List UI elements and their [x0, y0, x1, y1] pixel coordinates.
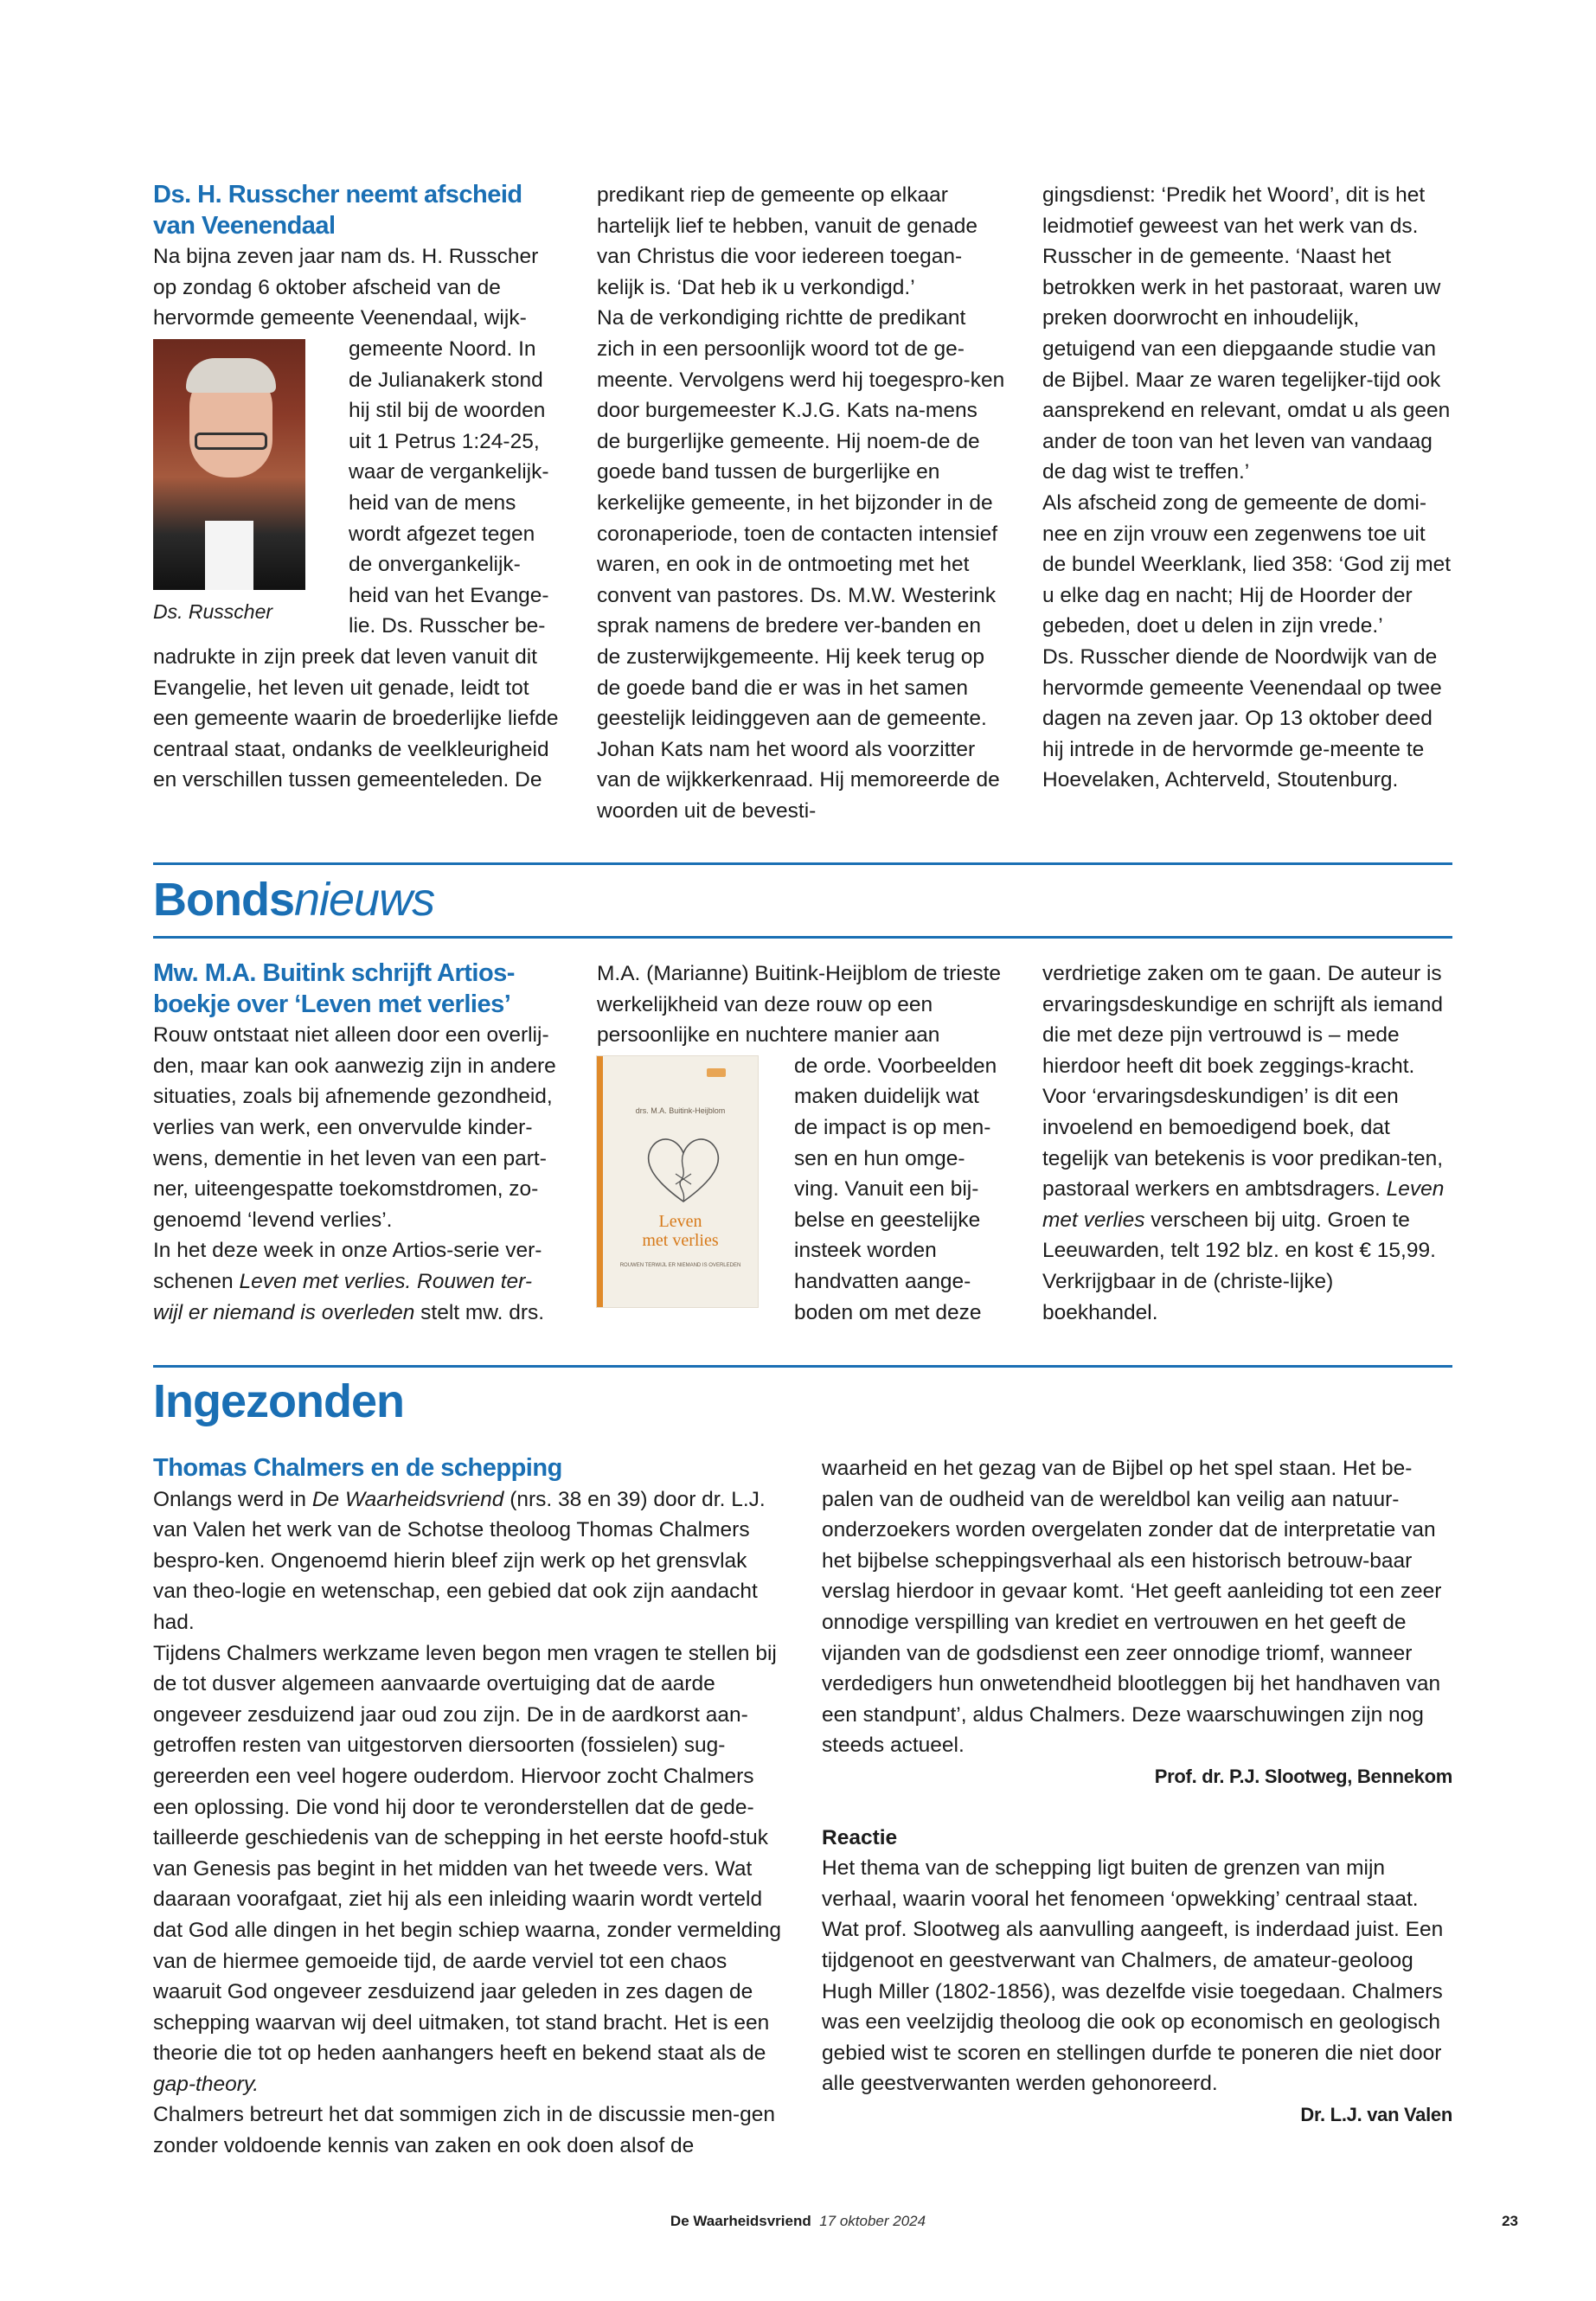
bondsnieuws-heading	[153, 872, 434, 927]
article3-p2-text: Tijdens Chalmers werkzame leven begon men vragen te stellen bij de tot dusver algemeen aanvaarde overtuiging dat de aarde ongeveer zesduizend jaar oud zou zijn. De in de aardkorst aan-getroffen resten van uitgestorven diersoorten (fossielen) sug-gereerden een veel hogere ouderdom. Hiervoor zocht Chalmers een oplossing. Die vond hij door te veronderstellen dat de gede-tailleerde geschiedenis van de schepping in het eerste hoofd-stuk van Genesis pas begint in het midden van het tweede vers. Wat daaraan voorafgaat, ziet hij als een inleiding waarin wordt verteld dat God alle dingen in het begin schiep waarna, zonder vermelding van de hiermee gemoeide tijd, de aarde verviel tot een chaos waaruit God ongeveer zesduizend jaar geleden in zes dagen de schepping waarvan wij deel uitmaken, tot stand bracht. Het is een theorie die tot op heden aanhangers heeft en bekend staat als de	[153, 1641, 781, 2066]
section-divider-bottom	[153, 936, 1452, 939]
article1-col1-lead: Na bijna zeven jaar nam ds. H. Russcher op zondag 6 oktober afscheid van de hervormde gemeente Veenendaal, wijk-	[153, 245, 539, 330]
book-title-italic: Leven met verlies. Rouwen ter-wijl er niemand is overleden	[153, 1269, 533, 1324]
gap-theory-italic: gap-theory.	[153, 2072, 260, 2096]
article1-column1	[153, 180, 560, 796]
article2-column2	[597, 958, 1005, 1343]
article1-col3-p2: Als afscheid zong de gemeente de domi-nee en zijn vrouw een zegenwens toe uit de bundel Weerklank, lied 358: ‘God zij met u elke dag en nacht; Hij de Hoorder der gebeden, doet u delen in zijn vrede.’	[1042, 490, 1452, 638]
article2-col3-text: verdrietige zaken om te gaan. De auteur is ervaringsdeskundige en schrijft als iemand die met deze pijn vertrouwd is – mede hierdoor heeft dit boek zeggings-kracht. Voor ‘ervaringsdeskundigen’ is dit een invoelend en bemoedigend boek, dat tegelijk van betekenis is voor predikan-ten, pastoraal werkers en ambtsdragers.	[1042, 962, 1444, 1202]
article2-col3	[1042, 958, 1452, 1328]
article2-col1-p2	[153, 1235, 561, 1328]
article1-col3-p1: gingsdienst: ‘Predik het Woord’, dit is het leidmotief geweest van het werk van ds. Russcher in de gemeente. ‘Naast het betrokken werk in het pastoraat, waren uw preken doorwrocht en inhoudelijk, getuigend van een diepgaande studie van de Bijbel. Maar ze waren tegelijker-tijd ook aansprekend en relevant, omdat u als geen ander de toon van het leven van vandaag de dag wist te treffen.’	[1042, 183, 1451, 484]
article3-title: Thomas Chalmers en de schepping	[153, 1454, 562, 1482]
article1-col2-p2: Na de verkondiging richtte de predikant zich in een persoonlijk woord tot de ge-meente. Vervolgens werd hij toegespro-ken door burgemeester K.J.G. Kats na-mens de burgerlijke gemeente. Hij noem-de de goede band tussen de burgerlijke en kerkelijke gemeente, in het bijzonder in de coronaperiode, toen de contacten intensief waren, en ook in de ontmoeting met het convent van pastores. Ds. M.W. Westerink sprak namens de bredere ver-banden en de zusterwijkgemeente. Hij keek terug op de goede band die er was in het samen geestelijk leidinggeven aan de gemeente. Johan Kats nam het woord als voorzitter van de wijkkerkenraad. Hij memoreerde de woorden uit de bevesti-	[597, 306, 1005, 823]
signature-slootweg: Prof. dr. P.J. Slootweg, Bennekom	[1154, 1765, 1452, 1787]
article3-column2	[822, 1453, 1452, 2130]
article3-col1-p1	[153, 1484, 785, 1638]
book-title	[603, 1212, 758, 1250]
article3-p1-end: (nrs. 38 en 39) door dr. L.J. van Valen het werk van de Schotse theoloog Thomas Chalmers bespro-ken. Ongenoemd hierin bleef zijn werk op het grensvlak van theo-logie en wetenschap, een gebied dat ook zijn aandacht had.	[153, 1487, 766, 1634]
page-number: 23	[1502, 2213, 1518, 2229]
ds-russcher-photo	[153, 339, 347, 625]
book-cover	[597, 1056, 794, 1343]
portrait-image	[153, 339, 305, 590]
article2-col1-p1: Rouw ontstaat niet alleen door een overlij-den, maar kan ook aanwezig zijn in andere situaties, zoals bij afnemende gezondheid, verlies van werk, een onvervulde kinder-wens, dementie in het leven van een part-ner, uiteengespatte toekomstdromen, zo-genoemd ‘levend verlies’.	[153, 1023, 556, 1232]
ingezonden-heading: Ingezonden	[153, 1375, 404, 1427]
article2-col2-body: de orde. Voorbeelden maken duidelijk wat de impact is op men-sen en hun omge-ving. Vanuit een bij-belse en geestelijke insteek worden handvatten aange-boden om met deze	[794, 1054, 997, 1324]
ingezonden-divider	[153, 1365, 1452, 1368]
magazine-name-italic: De Waarheidsvriend	[311, 1487, 504, 1511]
article2-book-wrap	[597, 1051, 1005, 1328]
article3-p1-text: Onlangs werd in	[153, 1487, 312, 1511]
portrait-collar	[205, 521, 253, 590]
article3-col1-p3: Chalmers betreurt het dat sommigen zich in de discussie men-gen zonder voldoende kennis van zaken en ook doen alsof de	[153, 2103, 776, 2158]
article2-title: Mw. M.A. Buitink schrijft Artios-boekje over ‘Leven met verlies’	[153, 959, 515, 1018]
footer-magazine-name: De Waarheidsvriend	[670, 2213, 811, 2229]
reactie-text: Het thema van de schepping ligt buiten de grenzen van mijn verhaal, waarin vooral het fenomeen ‘opwekking’ centraal staat. Wat prof. Slootweg als aanvulling aangeeft, is inderdaad juist. Een tijdgenoot en geestverwant van Chalmers, de amateur-geoloog Hugh Miller (1802-1856), was dezelfde visie toegedaan. Chalmers was een veelzijdig theoloog die ook op economisch en geologisch gebied wist te scoren en stellingen durfde te poneren die niet door alle geestverwanten werden gehonoreerd.	[822, 1856, 1444, 2096]
article3-col1-p2	[153, 1638, 785, 2100]
article2-col1-p2-text: In het deze week in onze Artios-serie ver-schenen	[153, 1239, 542, 1293]
spacer	[822, 1792, 1452, 1823]
article1-column2	[597, 180, 1005, 826]
article3-column1	[153, 1453, 785, 2162]
footer-date: 17 oktober 2024	[819, 2213, 926, 2229]
article2-col3-italic: Leven met verlies	[1042, 1177, 1445, 1232]
photo-caption: Ds. Russcher	[153, 599, 273, 623]
book-cover-face	[597, 1056, 758, 1307]
article2-column1	[153, 958, 561, 1328]
book-subtitle: ROUWEN TERWIJL ER NIEMAND IS OVERLEDEN	[619, 1262, 741, 1268]
portrait-hair	[186, 358, 276, 393]
article1-col3-p3: Ds. Russcher diende de Noordwijk van de hervormde gemeente Veenendaal op twee dagen na zeven jaar. Op 13 oktober deed hij intrede in de hervormde ge-meente te Hoevelaken, Achterveld, Stoutenburg.	[1042, 644, 1442, 792]
signature-van-valen: Dr. L.J. van Valen	[1300, 2103, 1452, 2125]
article2-column3	[1042, 958, 1452, 1328]
book-title-line1: Leven	[658, 1211, 702, 1231]
reactie-label: Reactie	[822, 1825, 898, 1849]
article1-title: Ds. H. Russcher neemt afscheid van Veenendaal	[153, 181, 522, 240]
article2-col1-p2-end: stelt mw. drs.	[414, 1300, 545, 1324]
article1-col2-p1: predikant riep de gemeente op elkaar hartelijk lief te hebben, vanuit de genade van Christus die voor iedereen toegan-kelijk is. ‘Dat heb ik u verkondigd.’	[597, 183, 977, 299]
article1-column3	[1042, 180, 1452, 796]
article1-col1-body: gemeente Noord. In de Julianakerk stond hij stil bij de woorden uit 1 Petrus 1:24-25, waar de vergankelijk-heid van de mens wordt afgezet tegen de onvergankelijk-heid van het Evange-lie. Ds. Russcher be-nadrukte in zijn preek dat leven vanuit dit Evangelie, het leven uit genade, leidt tot een gemeente waarin de broederlijke liefde centraal staat, ondanks de veelkleurigheid en verschillen tussen gemeenteleden. De	[153, 336, 559, 792]
article1-photo-wrap	[153, 334, 560, 796]
footer-magazine-info	[0, 2211, 1596, 2232]
article3-col2-p1: waarheid en het gezag van de Bijbel op het spel staan. Het be-palen van de oudheid van de wereldbol kan veilig aan natuur-onderzoekers worden overgelaten zonder dat de interpretatie van het bijbelse scheppingsverhaal als een historisch betrouw-baar verslag hierdoor in gevaar komt. ‘Het geeft aanleiding tot een zeer onnodige verspilling van krediet en vertrouwen en het geeft de vijanden van de godsdienst een zeer onnodige triomf, wanneer verdedigers hun onwetendheid blootleggen bij het handhaven van een standpunt’, aldus Chalmers. Deze waarschuwingen zijn nog steeds actueel.	[822, 1457, 1442, 1758]
portrait-glasses	[195, 433, 267, 450]
publisher-logo-icon	[707, 1068, 726, 1077]
heart-illustration-icon	[636, 1124, 731, 1210]
book-title-line2: met verlies	[642, 1230, 719, 1250]
article2-col3-end: verscheen bij uitg. Groen te Leeuwarden, telt 192 blz. en kost € 15,99. Verkrijgbaar in de (christe-lijke) boekhandel.	[1042, 1208, 1436, 1324]
section-divider-top	[153, 862, 1452, 865]
book-author: drs. M.A. Buitink-Heijblom	[635, 1106, 726, 1115]
bondsnieuws-heading-italic: nieuws	[294, 874, 435, 926]
article2-col2-lead: M.A. (Marianne) Buitink-Heijblom de trieste werkelijkheid van deze rouw op een persoonlijke en nuchtere manier aan	[597, 962, 1002, 1048]
bondsnieuws-heading-bold: Bonds	[153, 874, 294, 926]
